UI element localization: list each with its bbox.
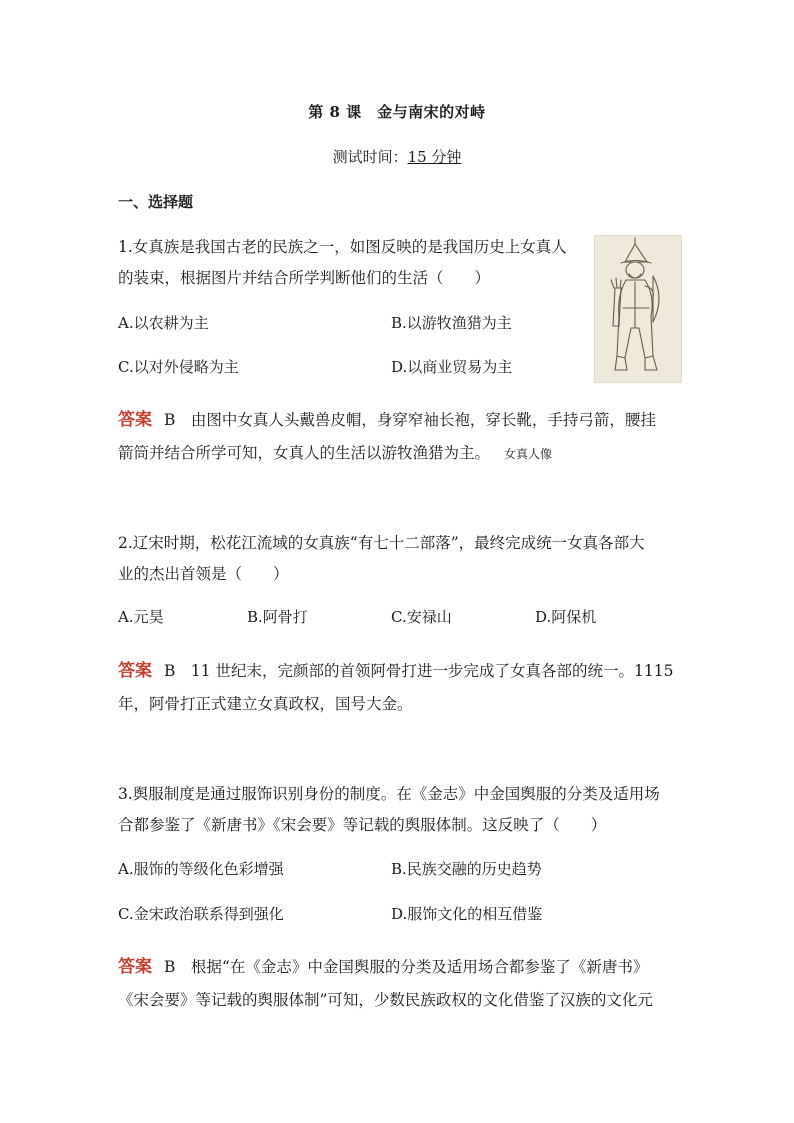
- question-3-line-2: 合都参鉴了《新唐书》《宋会要》等记载的舆服体制。这反映了（ ）: [118, 816, 607, 834]
- question-2-line-1: 2.辽宋时期，松花江流域的女真族“有七十二部落”，最终完成统一女真各部大: [118, 534, 645, 552]
- page-title: 第 8 课 金与南宋的对峙: [308, 103, 486, 121]
- question-1-line-1: 1.女真族是我国古老的民族之一，如图反映的是我国历史上女真人: [118, 238, 567, 256]
- test-time-label: 测试时间：: [332, 148, 408, 166]
- question-1-option-d: D.以商业贸易为主: [391, 358, 513, 376]
- answer-3-line-1: 答案 B 根据“在《金志》中金国舆服的分类及适用场合都参鉴了《新唐书》: [118, 957, 649, 977]
- jurchen-figure-image: [594, 235, 682, 383]
- answer-label: 答案: [118, 410, 152, 430]
- answer-label: 答案: [118, 661, 152, 681]
- answer-2-line-1: 答案 B 11 世纪末，完颜部的首领阿骨打进一步完成了女真各部的统一。1115: [118, 661, 674, 681]
- jurchen-figure-icon: [595, 236, 681, 382]
- question-1-option-c: C.以对外侵略为主: [118, 358, 239, 376]
- question-1-line-2: 的装束，根据图片并结合所学判断他们的生活（ ）: [118, 269, 491, 287]
- answer-3-line-2: 《宋会要》等记载的舆服体制”可知，少数民族政权的文化借鉴了汉族的文化元: [118, 991, 653, 1009]
- section-heading: 一、选择题: [118, 193, 194, 211]
- answer-1-line-1: 答案 B 由图中女真人头戴兽皮帽，身穿窄袖长袍，穿长靴，手持弓箭，腰挂: [118, 410, 656, 430]
- question-3-option-c: C.金宋政治联系得到强化: [118, 905, 284, 923]
- test-time: [0, 146, 794, 167]
- question-3-line-1: 3.舆服制度是通过服饰识别身份的制度。在《金志》中金国舆服的分类及适用场: [118, 785, 660, 803]
- question-3-option-d: D.服饰文化的相互借鉴: [391, 905, 543, 923]
- question-3-option-a: A.服饰的等级化色彩增强: [118, 860, 284, 878]
- question-2-option-d: D.阿保机: [535, 608, 597, 626]
- answer-2-line-2: 年，阿骨打正式建立女真政权，国号大金。: [118, 695, 413, 713]
- question-2-option-a: A.元昊: [118, 608, 164, 626]
- answer-label: 答案: [118, 957, 152, 977]
- test-time-value: 15 分钟: [407, 148, 462, 166]
- question-1-option-b: B.以游牧渔猎为主: [391, 314, 512, 332]
- question-2-option-c: C.安禄山: [391, 608, 452, 626]
- question-2-option-b: B.阿骨打: [247, 608, 308, 626]
- figure-caption: 女真人像: [504, 447, 553, 461]
- question-2-line-2: 业的杰出首领是（ ）: [118, 565, 289, 583]
- question-1-option-a: A.以农耕为主: [118, 314, 209, 332]
- question-3-option-b: B.民族交融的历史趋势: [391, 860, 542, 878]
- answer-1-line-2: 箭筒并结合所学可知，女真人的生活以游牧渔猎为主。 女真人像: [118, 444, 553, 462]
